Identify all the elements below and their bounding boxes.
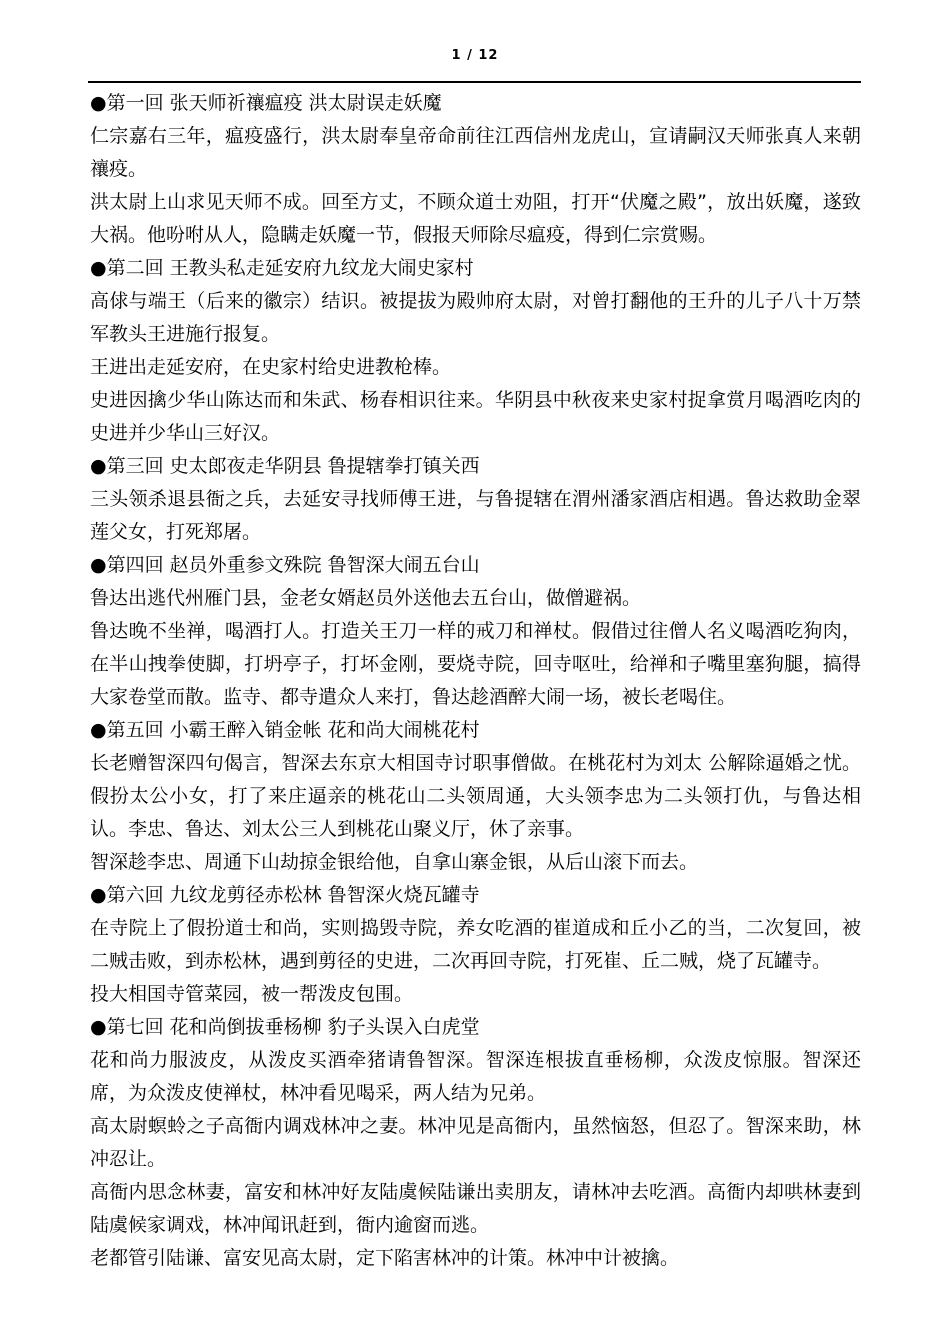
chapter-1-heading: ●第一回 张天师祈禳瘟疫 洪太尉误走妖魔: [90, 92, 442, 114]
header-rule: [88, 81, 861, 83]
paragraph: 三头领杀退县衙之兵，去延安寻找师傅王进，与鲁提辖在渭州潘家酒店相遇。鲁达救助金翠莲父女，打死郑屠。: [90, 488, 861, 543]
document-body: [90, 87, 861, 1275]
chapter-2-heading: ●第二回 王教头私走延安府九纹龙大闹史家村: [90, 257, 474, 279]
paragraph: 花和尚力服波皮，从泼皮买酒牵猪请鲁智深。智深连根拔直垂杨柳，众泼皮惊服。智深还席，为众泼皮使禅杖，林冲看见喝采，两人结为兄弟。: [90, 1049, 861, 1104]
paragraph: 投大相国寺管菜园，被一帮泼皮包围。: [90, 983, 414, 1005]
paragraph: 王进出走延安府，在史家村给史进教枪棒。: [90, 356, 452, 378]
chapter-7-heading: ●第七回 花和尚倒拔垂杨柳 豹子头误入白虎堂: [90, 1016, 480, 1038]
paragraph: 老都管引陆谦、富安见高太尉，定下陷害林冲的计策。林冲中计被擒。: [90, 1247, 680, 1269]
chapter-6-heading: ●第六回 九纹龙剪径赤松林 鲁智深火烧瓦罐寺: [90, 884, 480, 906]
chapter-5-heading: ●第五回 小霸王醉入销金帐 花和尚大闹桃花村: [90, 719, 480, 741]
paragraph: 洪太尉上山求见天师不成。回至方丈，不顾众道士劝阻，打开“伏魔之殿”，放出妖魔，遂致大祸。他吩咐从人，隐瞒走妖魔一节，假报天师除尽瘟疫，得到仁宗赏赐。: [90, 191, 861, 246]
paragraph: 仁宗嘉右三年，瘟疫盛行，洪太尉奉皇帝命前往江西信州龙虎山，宣请嗣汉天师张真人来朝禳疫。: [90, 125, 861, 180]
paragraph: 高太尉螟蛉之子高衙内调戏林冲之妻。林冲见是高衙内，虽然恼怒，但忍了。智深来助，林冲忍让。: [90, 1115, 861, 1170]
paragraph: 史进因擒少华山陈达而和朱武、杨春相识往来。华阴县中秋夜来史家村捉拿赏月喝酒吃肉的史进并少华山三好汉。: [90, 389, 861, 444]
chapter-4-heading: ●第四回 赵员外重参文殊院 鲁智深大闹五台山: [90, 554, 480, 576]
paragraph: 在寺院上了假扮道士和尚，实则捣毁寺院，养女吃酒的崔道成和丘小乙的当，二次复回，被二贼击败，到赤松林，遇到剪径的史进，二次再回寺院，打死崔、丘二贼，烧了瓦罐寺。: [90, 917, 861, 972]
paragraph: 智深趁李忠、周通下山劫掠金银给他，自拿山寨金银，从后山滚下而去。: [90, 851, 699, 873]
page-number: 1 / 12: [451, 48, 499, 63]
paragraph: 鲁达出逃代州雁门县，金老女婿赵员外送他去五台山，做僧避祸。: [90, 587, 642, 609]
paragraph: 高俅与端王（后来的徽宗）结识。被提拔为殿帅府太尉，对曾打翻他的王升的儿子八十万禁军教头王进施行报复。: [90, 290, 861, 345]
chapter-3-heading: ●第三回 史太郎夜走华阴县 鲁提辖拳打镇关西: [90, 455, 480, 477]
paragraph: 长老赠智深四句偈言，智深去东京大相国寺讨职事僧做。在桃花村为刘太 公解除逼婚之忧。假扮太公小女，打了来庄逼亲的桃花山二头领周通，大头领李忠为二头领打仇，与鲁达相认。李忠、鲁达、刘太公三人到桃花山聚义厅，休了亲事。: [90, 752, 861, 840]
paragraph: 高衙内思念林妻，富安和林冲好友陆虞候陆谦出卖朋友，请林冲去吃酒。高衙内却哄林妻到陆虞候家调戏，林冲闻讯赶到，衙内逾窗而逃。: [90, 1181, 861, 1236]
paragraph: 鲁达晚不坐禅，喝酒打人。打造关王刀一样的戒刀和禅杖。假借过往僧人名义喝酒吃狗肉，在半山拽拳使脚，打坍亭子，打坏金刚，要烧寺院，回寺呕吐，给禅和子嘴里塞狗腿，搞得大家卷堂而散。监寺、都寺遣众人来打，鲁达趁酒醉大闹一场，被长老喝住。: [90, 620, 861, 708]
